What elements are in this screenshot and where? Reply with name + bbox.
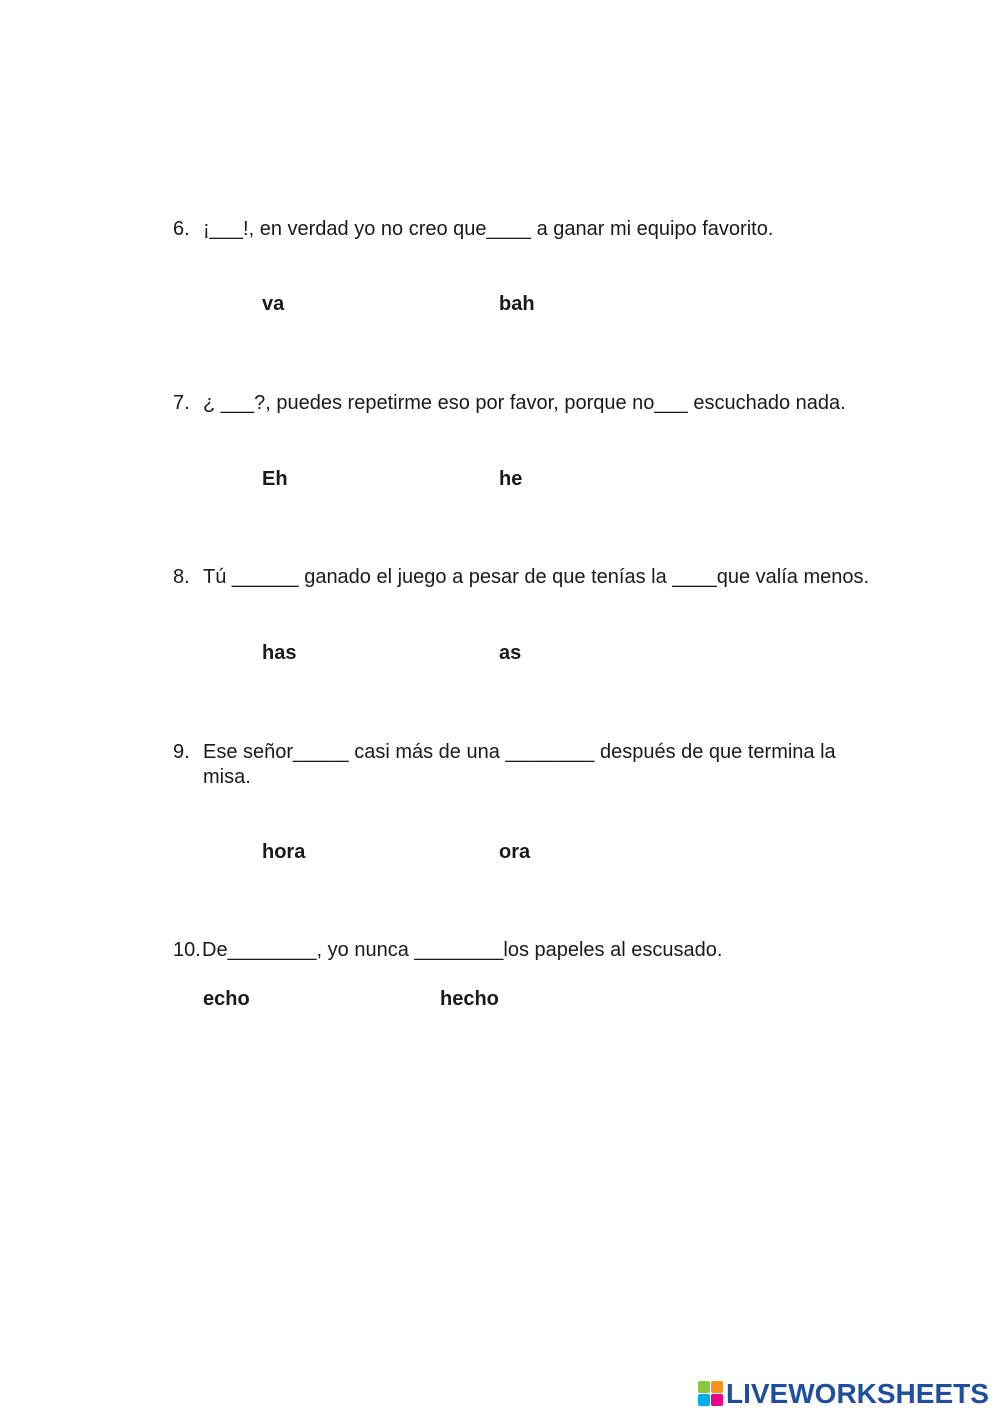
option-eh[interactable]: Eh bbox=[262, 468, 288, 490]
option-has[interactable]: has bbox=[262, 642, 297, 664]
option-he[interactable]: he bbox=[499, 468, 523, 490]
question-text: ¡___!, en verdad yo no creo que____ a ganar mi equipo favorito. bbox=[203, 218, 774, 240]
question-text: ¿ ___?, puedes repetirme eso por favor, porque no___ escuchado nada. bbox=[203, 392, 846, 414]
question-number: 7. bbox=[173, 392, 190, 414]
question-text: De________, yo nunca ________los papeles al escusado. bbox=[202, 939, 723, 961]
logo-text: LIVEWORKSHEETS bbox=[726, 1378, 989, 1409]
question-text: Tú ______ ganado el juego a pesar de que tenías la ____que valía menos. bbox=[203, 566, 870, 588]
question-number: 6. bbox=[173, 218, 190, 240]
logo-square-blue bbox=[698, 1394, 710, 1406]
logo-square-pink bbox=[711, 1394, 723, 1406]
liveworksheets-logo bbox=[698, 1378, 989, 1410]
question-text: Ese señor_____ casi más de una ________ después de que termina la bbox=[203, 741, 836, 763]
question-number: 9. bbox=[173, 741, 190, 763]
logo-squares-icon bbox=[698, 1381, 724, 1407]
option-as[interactable]: as bbox=[499, 642, 522, 664]
option-ora[interactable]: ora bbox=[499, 841, 531, 863]
question-number: 8. bbox=[173, 566, 190, 588]
option-hora[interactable]: hora bbox=[262, 841, 306, 863]
logo-square-orange bbox=[711, 1381, 723, 1393]
question-number: 10. bbox=[173, 939, 201, 961]
option-echo[interactable]: echo bbox=[203, 988, 250, 1010]
option-bah[interactable]: bah bbox=[499, 293, 535, 315]
logo-square-green bbox=[698, 1381, 710, 1393]
option-hecho[interactable]: hecho bbox=[440, 988, 499, 1010]
option-va[interactable]: va bbox=[262, 293, 285, 315]
question-text-continued: misa. bbox=[203, 766, 251, 788]
